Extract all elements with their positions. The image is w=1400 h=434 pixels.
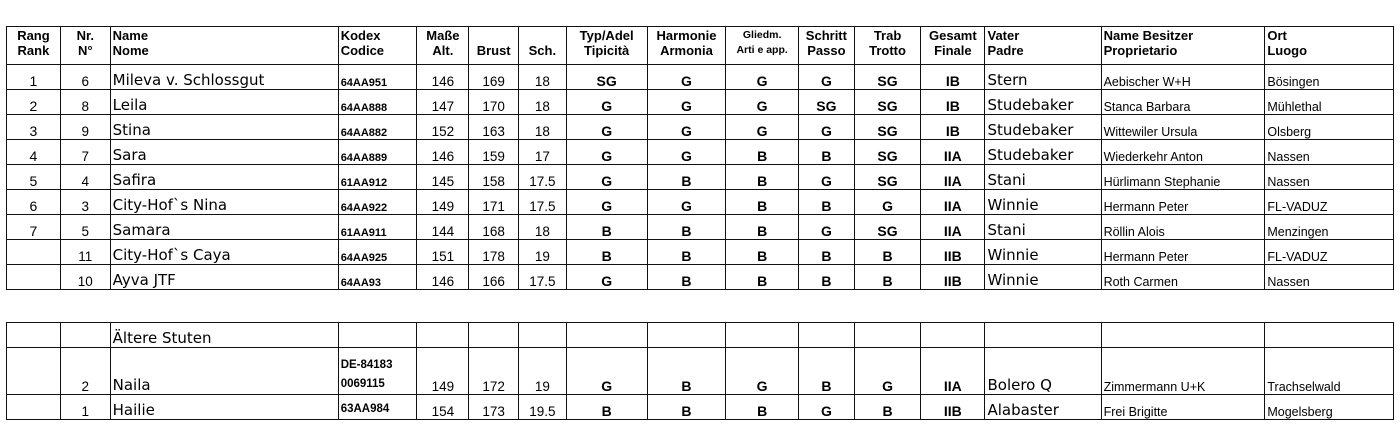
harmony-grade-cell: B	[647, 395, 726, 420]
sire-cell: Stani	[985, 165, 1101, 190]
table-row	[7, 348, 1394, 395]
height-cell: 144	[417, 215, 469, 240]
owner-cell: Aebischer W+H	[1101, 65, 1265, 90]
height-cell: 154	[417, 395, 469, 420]
harmony-grade-cell: G	[647, 65, 726, 90]
cannon-cell: 17	[519, 140, 567, 165]
table-row	[7, 65, 1394, 90]
trot-grade-cell: B	[854, 265, 920, 290]
limbs-grade-cell: B	[726, 165, 799, 190]
sire-cell: Bolero Q	[985, 348, 1101, 395]
trot-grade-cell: SG	[854, 115, 920, 140]
rank-cell: 3	[7, 115, 61, 140]
height-cell: 146	[417, 140, 469, 165]
limbs-grade-cell: G	[726, 65, 799, 90]
harmony-grade-cell: G	[647, 90, 726, 115]
height-cell: 146	[417, 65, 469, 90]
type-grade-cell: G	[566, 265, 647, 290]
kodex-cell: 64AA882	[338, 115, 417, 140]
owner-cell: Wittewiler Ursula	[1101, 115, 1265, 140]
name-cell: Ayva JTF	[110, 265, 338, 290]
cannon-cell: 18	[519, 115, 567, 140]
section-title-row	[7, 323, 1394, 348]
section-title: Ältere Stuten	[110, 323, 338, 348]
header-besitzer: Name Besitzer Proprietario	[1101, 27, 1265, 65]
sire-cell: Stern	[985, 65, 1101, 90]
name-cell: Sara	[110, 140, 338, 165]
name-cell: Stina	[110, 115, 338, 140]
harmony-grade-cell: B	[647, 240, 726, 265]
name-cell: Mileva v. Schlossgut	[110, 65, 338, 90]
kodex-cell: 61AA911	[338, 215, 417, 240]
owner-cell: Hermann Peter	[1101, 240, 1265, 265]
table-row	[7, 215, 1394, 240]
trot-grade-cell: SG	[854, 90, 920, 115]
number-cell: 6	[60, 65, 110, 90]
header-sch: Sch.	[519, 27, 567, 65]
overall-grade-cell: IB	[921, 65, 985, 90]
limbs-grade-cell: B	[726, 140, 799, 165]
name-cell: Leila	[110, 90, 338, 115]
name-cell: Safira	[110, 165, 338, 190]
location-cell: Nassen	[1265, 165, 1394, 190]
harmony-grade-cell: B	[647, 165, 726, 190]
rank-cell: 2	[7, 90, 61, 115]
header-gesamt: Gesamt Finale	[921, 27, 985, 65]
number-cell: 8	[60, 90, 110, 115]
type-grade-cell: B	[566, 240, 647, 265]
older-mares-table	[6, 322, 1394, 420]
owner-cell: Stanca Barbara	[1101, 90, 1265, 115]
rank-cell	[7, 240, 61, 265]
type-grade-cell: G	[566, 140, 647, 165]
rank-cell: 6	[7, 190, 61, 215]
walk-grade-cell: G	[798, 215, 854, 240]
trot-grade-cell: SG	[854, 215, 920, 240]
harmony-grade-cell: G	[647, 115, 726, 140]
number-cell: 1	[60, 395, 110, 420]
location-cell: Bösingen	[1265, 65, 1394, 90]
limbs-grade-cell: B	[726, 395, 799, 420]
number-cell: 2	[60, 348, 110, 395]
header-row	[7, 27, 1394, 65]
kodex-cell: 64AA922	[338, 190, 417, 215]
header-brust: Brust	[469, 27, 519, 65]
location-cell: Menzingen	[1265, 215, 1394, 240]
table-row	[7, 265, 1394, 290]
cannon-cell: 18	[519, 65, 567, 90]
type-grade-cell: G	[566, 348, 647, 395]
rank-cell: 5	[7, 165, 61, 190]
sire-cell: Winnie	[985, 240, 1101, 265]
kodex-cell: 64AA888	[338, 90, 417, 115]
results-table	[6, 26, 1394, 290]
chest-cell: 173	[469, 395, 519, 420]
name-cell: Hailie	[110, 395, 338, 420]
cannon-cell: 17.5	[519, 190, 567, 215]
name-cell: Naila	[110, 348, 338, 395]
rank-cell	[7, 395, 61, 420]
trot-grade-cell: SG	[854, 165, 920, 190]
cannon-cell: 18	[519, 90, 567, 115]
sire-cell: Alabaster	[985, 395, 1101, 420]
header-gliedm: Gliedm. Arti e app.	[726, 27, 799, 65]
header-name: Name Nome	[110, 27, 338, 65]
chest-cell: 169	[469, 65, 519, 90]
overall-grade-cell: IIA	[921, 348, 985, 395]
sire-cell: Studebaker	[985, 140, 1101, 165]
number-cell: 9	[60, 115, 110, 140]
limbs-grade-cell: B	[726, 190, 799, 215]
harmony-grade-cell: B	[647, 265, 726, 290]
chest-cell: 178	[469, 240, 519, 265]
table-row	[7, 395, 1394, 420]
rank-cell: 4	[7, 140, 61, 165]
trot-grade-cell: G	[854, 348, 920, 395]
location-cell: Olsberg	[1265, 115, 1394, 140]
type-grade-cell: B	[566, 395, 647, 420]
chest-cell: 158	[469, 165, 519, 190]
walk-grade-cell: SG	[798, 90, 854, 115]
walk-grade-cell: B	[798, 348, 854, 395]
owner-cell: Röllin Alois	[1101, 215, 1265, 240]
location-cell: Trachselwald	[1265, 348, 1394, 395]
chest-cell: 171	[469, 190, 519, 215]
sire-cell: Winnie	[985, 190, 1101, 215]
chest-cell: 166	[469, 265, 519, 290]
header-nr: Nr. N°	[60, 27, 110, 65]
header-kodex: Kodex Codice	[338, 27, 417, 65]
sire-cell: Stani	[985, 215, 1101, 240]
type-grade-cell: G	[566, 90, 647, 115]
chest-cell: 172	[469, 348, 519, 395]
trot-grade-cell: SG	[854, 140, 920, 165]
limbs-grade-cell: B	[726, 215, 799, 240]
height-cell: 145	[417, 165, 469, 190]
location-cell: Nassen	[1265, 140, 1394, 165]
header-vater: Vater Padre	[985, 27, 1101, 65]
harmony-grade-cell: B	[647, 215, 726, 240]
chest-cell: 163	[469, 115, 519, 140]
height-cell: 147	[417, 90, 469, 115]
type-grade-cell: G	[566, 115, 647, 140]
cannon-cell: 19.5	[519, 395, 567, 420]
owner-cell: Hermann Peter	[1101, 190, 1265, 215]
header-rang: Rang Rank	[7, 27, 61, 65]
owner-cell: Hürlimann Stephanie	[1101, 165, 1265, 190]
harmony-grade-cell: G	[647, 190, 726, 215]
walk-grade-cell: B	[798, 190, 854, 215]
sire-cell: Studebaker	[985, 115, 1101, 140]
name-cell: City-Hof`s Caya	[110, 240, 338, 265]
chest-cell: 170	[469, 90, 519, 115]
walk-grade-cell: B	[798, 265, 854, 290]
type-grade-cell: G	[566, 190, 647, 215]
trot-grade-cell: B	[854, 240, 920, 265]
kodex-line-1: 63AA984	[340, 403, 390, 415]
number-cell: 5	[60, 215, 110, 240]
table-row	[7, 90, 1394, 115]
header-ort: Ort Luogo	[1265, 27, 1394, 65]
header-masse: Maße Alt.	[417, 27, 469, 65]
limbs-grade-cell: B	[726, 240, 799, 265]
location-cell: Nassen	[1265, 265, 1394, 290]
table-row	[7, 190, 1394, 215]
kodex-cell: 64AA951	[338, 65, 417, 90]
number-cell: 10	[60, 265, 110, 290]
height-cell: 149	[417, 348, 469, 395]
rank-cell: 7	[7, 215, 61, 240]
cannon-cell: 19	[519, 348, 567, 395]
type-grade-cell: SG	[566, 65, 647, 90]
number-cell: 7	[60, 140, 110, 165]
trot-grade-cell: B	[854, 395, 920, 420]
type-grade-cell: B	[566, 215, 647, 240]
owner-cell: Frei Brigitte	[1101, 395, 1265, 420]
number-cell: 11	[60, 240, 110, 265]
limbs-grade-cell: G	[726, 90, 799, 115]
header-trab: Trab Trotto	[854, 27, 920, 65]
sire-cell: Winnie	[985, 265, 1101, 290]
height-cell: 149	[417, 190, 469, 215]
cannon-cell: 17.5	[519, 265, 567, 290]
overall-grade-cell: IB	[921, 90, 985, 115]
limbs-grade-cell: B	[726, 265, 799, 290]
overall-grade-cell: IIB	[921, 395, 985, 420]
overall-grade-cell: IIB	[921, 265, 985, 290]
number-cell: 3	[60, 190, 110, 215]
owner-cell: Roth Carmen	[1101, 265, 1265, 290]
kodex-cell	[338, 348, 417, 395]
trot-grade-cell: SG	[854, 65, 920, 90]
name-cell: City-Hof`s Nina	[110, 190, 338, 215]
table-row	[7, 140, 1394, 165]
overall-grade-cell: IB	[921, 115, 985, 140]
header-schritt: Schritt Passo	[798, 27, 854, 65]
walk-grade-cell: G	[798, 395, 854, 420]
rank-cell	[7, 265, 61, 290]
overall-grade-cell: IIA	[921, 190, 985, 215]
owner-cell: Wiederkehr Anton	[1101, 140, 1265, 165]
overall-grade-cell: IIA	[921, 140, 985, 165]
cannon-cell: 18	[519, 215, 567, 240]
cannon-cell: 17.5	[519, 165, 567, 190]
kodex-line-2: 0069115	[340, 378, 385, 390]
location-cell: Mühlethal	[1265, 90, 1394, 115]
height-cell: 151	[417, 240, 469, 265]
kodex-cell: 61AA912	[338, 165, 417, 190]
owner-cell: Zimmermann U+K	[1101, 348, 1265, 395]
kodex-line-1: DE-84183	[340, 359, 393, 371]
kodex-cell: 64AA889	[338, 140, 417, 165]
height-cell: 152	[417, 115, 469, 140]
walk-grade-cell: G	[798, 115, 854, 140]
trot-grade-cell: G	[854, 190, 920, 215]
header-harmonie: Harmonie Armonia	[647, 27, 726, 65]
rank-cell	[7, 348, 61, 395]
table-row	[7, 115, 1394, 140]
walk-grade-cell: B	[798, 240, 854, 265]
kodex-cell	[338, 395, 417, 420]
height-cell: 146	[417, 265, 469, 290]
walk-grade-cell: B	[798, 140, 854, 165]
location-cell: FL-VADUZ	[1265, 240, 1394, 265]
table-row	[7, 165, 1394, 190]
type-grade-cell: G	[566, 165, 647, 190]
kodex-cell: 64AA93	[338, 265, 417, 290]
harmony-grade-cell: G	[647, 140, 726, 165]
location-cell: Mogelsberg	[1265, 395, 1394, 420]
table-row	[7, 240, 1394, 265]
chest-cell: 168	[469, 215, 519, 240]
number-cell: 4	[60, 165, 110, 190]
sire-cell: Studebaker	[985, 90, 1101, 115]
limbs-grade-cell: G	[726, 115, 799, 140]
kodex-cell: 64AA925	[338, 240, 417, 265]
overall-grade-cell: IIB	[921, 240, 985, 265]
harmony-grade-cell: B	[647, 348, 726, 395]
chest-cell: 159	[469, 140, 519, 165]
walk-grade-cell: G	[798, 165, 854, 190]
cannon-cell: 19	[519, 240, 567, 265]
overall-grade-cell: IIA	[921, 165, 985, 190]
location-cell: FL-VADUZ	[1265, 190, 1394, 215]
walk-grade-cell: G	[798, 65, 854, 90]
header-typ: Typ/Adel Tipicità	[566, 27, 647, 65]
rank-cell: 1	[7, 65, 61, 90]
overall-grade-cell: IIA	[921, 215, 985, 240]
limbs-grade-cell: G	[726, 348, 799, 395]
name-cell: Samara	[110, 215, 338, 240]
